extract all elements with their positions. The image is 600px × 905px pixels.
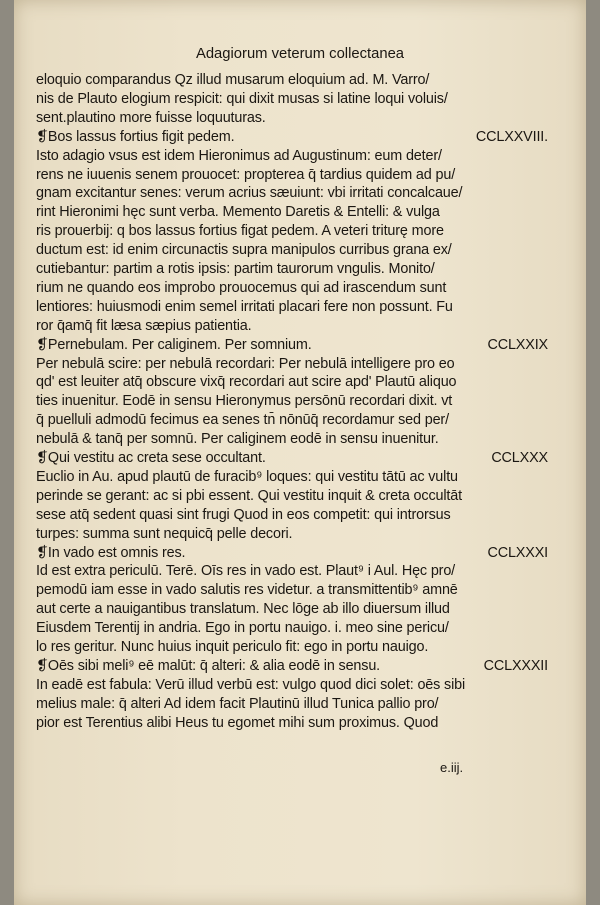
text-line: [36, 279, 566, 297]
text-line: [36, 392, 566, 410]
text-line: [36, 411, 566, 429]
line-text: rium ne quando eos improbo prouocemus qui ad irascendum sunt: [36, 279, 447, 296]
line-text: pemodū iam esse in vado salutis res videtur. a transmittentib⁹ amnē: [36, 582, 458, 599]
line-text: rint Hieronimi hęc sunt verba. Memento Daretis & Entelli: & vulga: [36, 204, 440, 221]
line-text: ❡Pernebulam. Per caliginem. Per somnium.: [36, 336, 312, 353]
line-text: Euclio in Au. apud plautū de furacib⁹ loques: qui vestitu tātū ac vultu: [36, 468, 458, 485]
line-text: sent.plautino more fuisse loquuturas.: [36, 109, 266, 126]
text-line: [36, 222, 566, 240]
text-line: [36, 184, 566, 202]
line-text: cutiebantur: partim a rotis ipsis: partim taurorum vngulis. Monito/: [36, 261, 435, 277]
text-line: [36, 260, 566, 278]
line-text: ductum est: id enim circunactis supra manipulos curribus grana ex/: [36, 242, 452, 259]
line-text: qd' est leuiter atq̄ obscure vixq̄ recordari aut scire apd' Plautū aliquo: [36, 374, 457, 391]
signature-mark: e.iij.: [440, 760, 464, 775]
line-text: ties inuenitur. Eodē in sensu Hieronymus persōnū recordari dixit. vt: [36, 393, 453, 410]
line-text: melius male: q̄ alteri Ad idem facit Plautinū illud Tunica pallio pro/: [36, 695, 439, 712]
line-text: Eiusdem Terentij in andria. Ego in portu nauigo. i. meo sine pericu/: [36, 620, 449, 637]
text-line: [36, 676, 566, 694]
text-line: [36, 355, 566, 373]
line-text: q̄ puelluli admodū fecimus ea senes tn̄ nōnūq̄ recordamur sed per/: [36, 412, 449, 429]
line-text: ❡Bos lassus fortius figit pedem.: [36, 128, 235, 145]
text-line: [36, 166, 566, 184]
text-line: [36, 506, 566, 524]
adage-heading-line: [36, 544, 566, 562]
line-text: Isto adagio vsus est idem Hieronimus ad Augustinum: eum deter/: [36, 147, 442, 164]
line-text: sese atq̄ sedent quasi sint frugi Quod in eos competit: qui introrsus: [36, 506, 451, 523]
text-line: [36, 619, 566, 637]
text-line: [36, 562, 566, 580]
line-text: eloquio comparandus Qz illud musarum eloquium ad. M. Varro/: [36, 72, 430, 88]
text-line: [36, 468, 566, 486]
text-line: [36, 298, 566, 316]
line-text: turpes: summa sunt nequicq̄ pelle decori.: [36, 525, 293, 542]
line-text: nebulā & tanq̄ per somnū. Per caliginem eodē in sensu inuenitur.: [36, 431, 439, 448]
text-line: [36, 638, 566, 656]
adage-heading-line: [36, 449, 566, 467]
adage-heading-line: [36, 128, 566, 146]
text-line: [36, 71, 566, 89]
running-head: Adagiorum veterum collectanea: [195, 46, 405, 62]
line-text: lo res geritur. Nunc huius inquit periculo fit: ego in portu nauigo.: [36, 639, 429, 655]
text-line: [36, 695, 566, 713]
adage-number: CCLXXVIII.: [475, 128, 548, 145]
line-text: In eadē est fabula: Verū illud verbū est: vulgo quod dici solet: oēs sibi: [36, 676, 466, 693]
book-page: [14, 0, 586, 905]
text-line: [36, 714, 566, 732]
text-line: [36, 430, 566, 448]
line-text: Id est extra periculū. Terē. Oīs res in vado est. Plaut⁹ i Aul. Hęc pro/: [36, 563, 456, 580]
line-text: pior est Terentius alibi Heus tu egomet mihi sum proximus. Quod: [36, 714, 439, 731]
adage-heading-line: [36, 336, 566, 354]
adage-number: CCLXXIX: [487, 336, 548, 353]
adage-heading-line: [36, 657, 566, 675]
line-text: lentiores: huiusmodi enim semel irritati placari fere non possunt. Fu: [36, 298, 453, 315]
text-line: [36, 147, 566, 165]
text-line: [36, 317, 566, 335]
line-text: rens ne iuuenis senem prouocet: propterea q̄ tardius quidem ad pu/: [36, 166, 456, 183]
adage-number: CCLXXX: [491, 450, 548, 466]
text-line: [36, 487, 566, 505]
text-line: [36, 109, 566, 127]
text-line: [36, 600, 566, 618]
text-line: [36, 203, 566, 221]
line-text: Per nebulā scire: per nebulā recordari: Per nebulā intelligere pro eo: [36, 355, 455, 372]
line-text: nis de Plauto elogium respicit: qui dixit musas si latine loqui voluis/: [36, 90, 448, 107]
text-line: [36, 241, 566, 259]
text-line: [36, 581, 566, 599]
line-text: ❡Qui vestitu ac creta sese occultant.: [36, 450, 266, 466]
line-text: gnam excitantur senes: verum acrius sæuiunt: vbi irritati concalcaue/: [36, 185, 463, 202]
line-text: ❡Oēs sibi meli⁹ eē malūt: q̄ alteri: & alia eodē in sensu.: [36, 657, 381, 674]
adage-number: CCLXXXI: [487, 544, 548, 561]
text-line: [36, 373, 566, 391]
text-line: [36, 90, 566, 108]
line-text: ❡In vado est omnis res.: [36, 544, 186, 561]
adage-number: CCLXXXII: [483, 657, 548, 674]
text-line: [36, 525, 566, 543]
line-text: ris prouerbij: q bos lassus fortius figat pedem. A veteri triturę more: [36, 223, 444, 240]
line-text: aut certe a nauigantibus translatum. Nec lōge ab illo diuersum illud: [36, 601, 450, 618]
line-text: perinde se gerant: ac si pbi essent. Qui vestitu inquit & creta occultāt: [36, 487, 462, 504]
line-text: ror q̄amq̄ fit læsa sæpius patientia.: [36, 317, 252, 334]
